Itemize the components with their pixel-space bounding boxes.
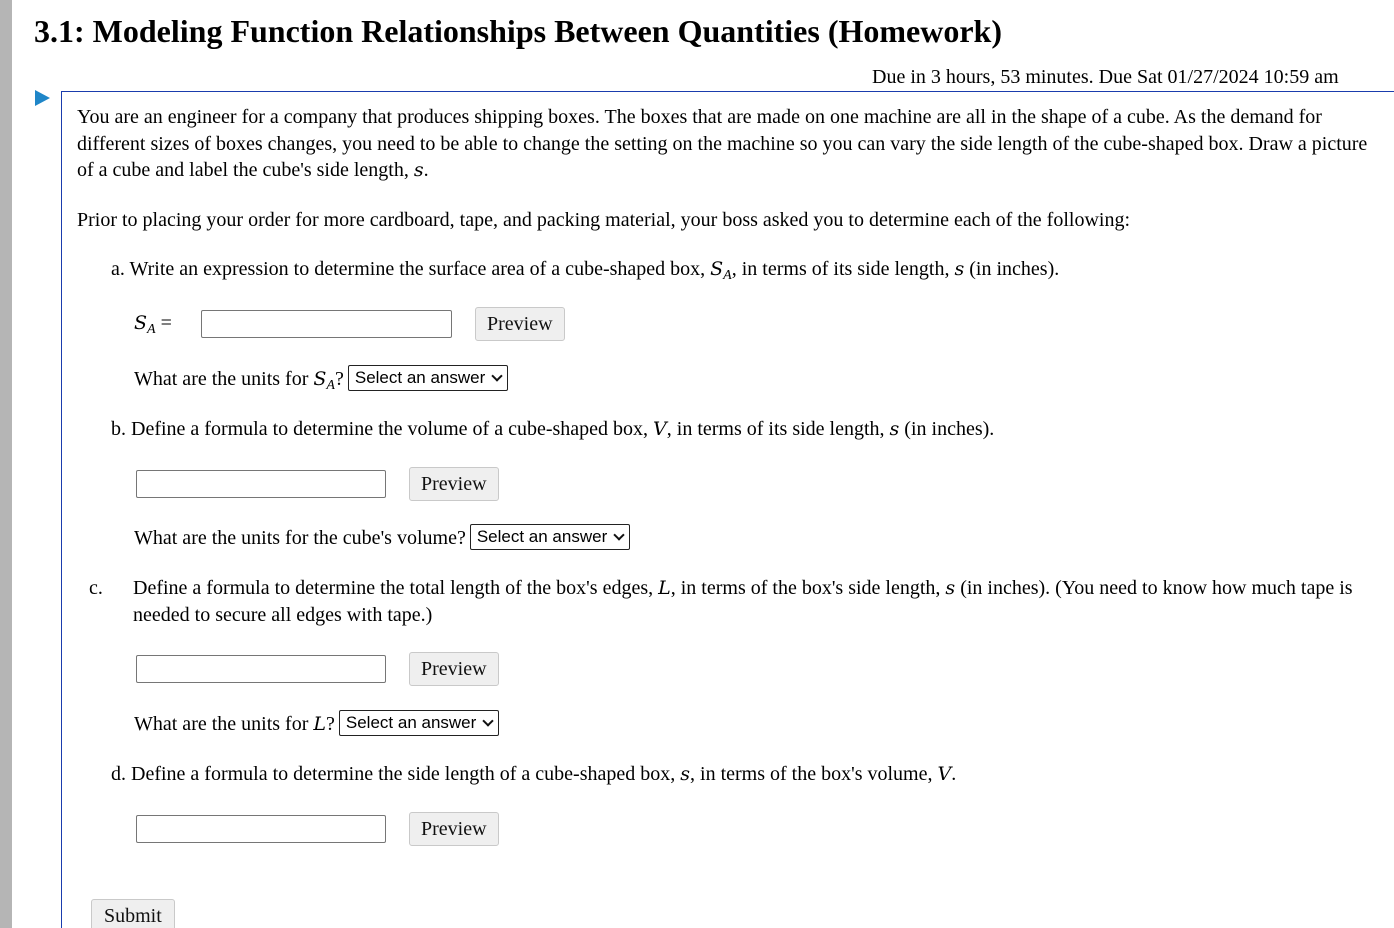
part-a-units-q2: ? <box>334 368 344 390</box>
part-b-units-select[interactable] <box>470 524 630 550</box>
part-b-letter: b. <box>111 418 126 440</box>
part-a-label-sub: A <box>147 322 156 337</box>
part-a-units-q1: What are the units for <box>134 368 314 390</box>
part-b-var1: V <box>653 418 667 440</box>
question-intro <box>77 104 1377 184</box>
part-c-preview-button[interactable]: Preview <box>409 652 499 686</box>
part-a-units-select[interactable] <box>348 365 508 391</box>
part-d-text1: Define a formula to determine the side length of a cube-shaped box, <box>131 763 681 785</box>
part-c-units-line <box>134 709 499 739</box>
part-d-var2: V <box>937 763 952 785</box>
part-a-text3: (in inches). <box>964 258 1060 280</box>
part-a-preview-button[interactable]: Preview <box>475 307 565 341</box>
part-b-prompt <box>111 416 994 443</box>
part-b-var2: s <box>889 418 900 440</box>
part-a-prompt <box>111 256 1059 286</box>
left-scroll-gutter <box>0 0 12 928</box>
part-a-text2: , in terms of its side length, <box>731 258 955 280</box>
part-c-select-value: Select an answer <box>345 713 477 733</box>
part-a-letter: a. <box>111 258 125 280</box>
intro-text: You are an engineer for a company that produces shipping boxes. The boxes that are made on one machine are all in the shape of a cube. As the demand for different sizes of boxes changes, you need to be able to change the setting on the machine so you can vary the side length of the cube-shaped box. Draw a picture of a cube and label the cube's side length, <box>77 106 1368 181</box>
part-a-select-value: Select an answer <box>354 368 486 388</box>
part-a-var1: S <box>710 258 724 280</box>
part-c-text1: Define a formula to determine the total length of the box's edges, <box>133 577 659 599</box>
part-b-text3: (in inches). <box>899 418 995 440</box>
part-c-units-q1: What are the units for <box>134 713 314 735</box>
part-b-text1: Define a formula to determine the volume of a cube-shaped box, <box>131 418 654 440</box>
part-c-units-q2: ? <box>326 713 335 735</box>
part-b-answer-input[interactable] <box>136 470 386 498</box>
part-c-var2: s <box>945 577 956 599</box>
intro-var: s <box>413 159 424 181</box>
part-d-preview-button[interactable]: Preview <box>409 812 499 846</box>
part-a-label-var: S <box>134 312 148 334</box>
part-d-prompt <box>111 761 956 788</box>
part-c-letter: c. <box>89 577 103 599</box>
part-c-text3: (in inches). (You need to know how much tape is needed to secure all edges with tape.) <box>133 577 1353 626</box>
intro-end: . <box>423 159 429 181</box>
part-c-units-select[interactable] <box>339 710 499 736</box>
part-d-var1: s <box>680 763 691 785</box>
part-a-input-label <box>134 308 172 341</box>
part-a-text1: Write an expression to determine the surface area of a cube-shaped box, <box>129 258 711 280</box>
part-a-answer-input[interactable] <box>201 310 452 338</box>
chevron-down-icon <box>614 530 625 541</box>
question-prior: Prior to placing your order for more cardboard, tape, and packing material, your boss asked you to determine each of the following: <box>77 209 1130 231</box>
part-c-var1: L <box>658 577 671 599</box>
part-d-answer-input[interactable] <box>136 815 386 843</box>
part-c-answer-input[interactable] <box>136 655 386 683</box>
part-a-units-sub: A <box>326 378 335 393</box>
part-b-preview-button[interactable]: Preview <box>409 467 499 501</box>
part-c-units-var: L <box>313 713 326 735</box>
collapse-triangle-icon[interactable] <box>35 90 50 106</box>
part-b-units-line <box>134 523 630 553</box>
due-date: Due in 3 hours, 53 minutes. Due Sat 01/27/2024 10:59 am <box>872 66 1339 88</box>
part-d-text2: , in terms of the box's volume, <box>690 763 938 785</box>
part-a-sub1: A <box>723 268 732 283</box>
page-title: 3.1: Modeling Function Relationships Between Quantities (Homework) <box>34 13 1002 49</box>
part-d-letter: d. <box>111 763 126 785</box>
part-b-units-q: What are the units for the cube's volume? <box>134 527 466 549</box>
part-a-units-var: S <box>313 368 327 390</box>
part-c-prompt <box>89 575 1373 628</box>
chevron-down-icon <box>492 371 503 382</box>
part-b-select-value: Select an answer <box>476 527 608 547</box>
part-b-text2: , in terms of its side length, <box>666 418 890 440</box>
part-d-text3: . <box>951 763 957 785</box>
part-a-var2: s <box>954 258 965 280</box>
chevron-down-icon <box>483 716 494 727</box>
part-c-text2: , in terms of the box's side length, <box>670 577 946 599</box>
submit-button[interactable]: Submit <box>91 899 175 928</box>
part-a-label-eq: = <box>155 312 172 334</box>
part-a-units-line <box>134 364 508 397</box>
